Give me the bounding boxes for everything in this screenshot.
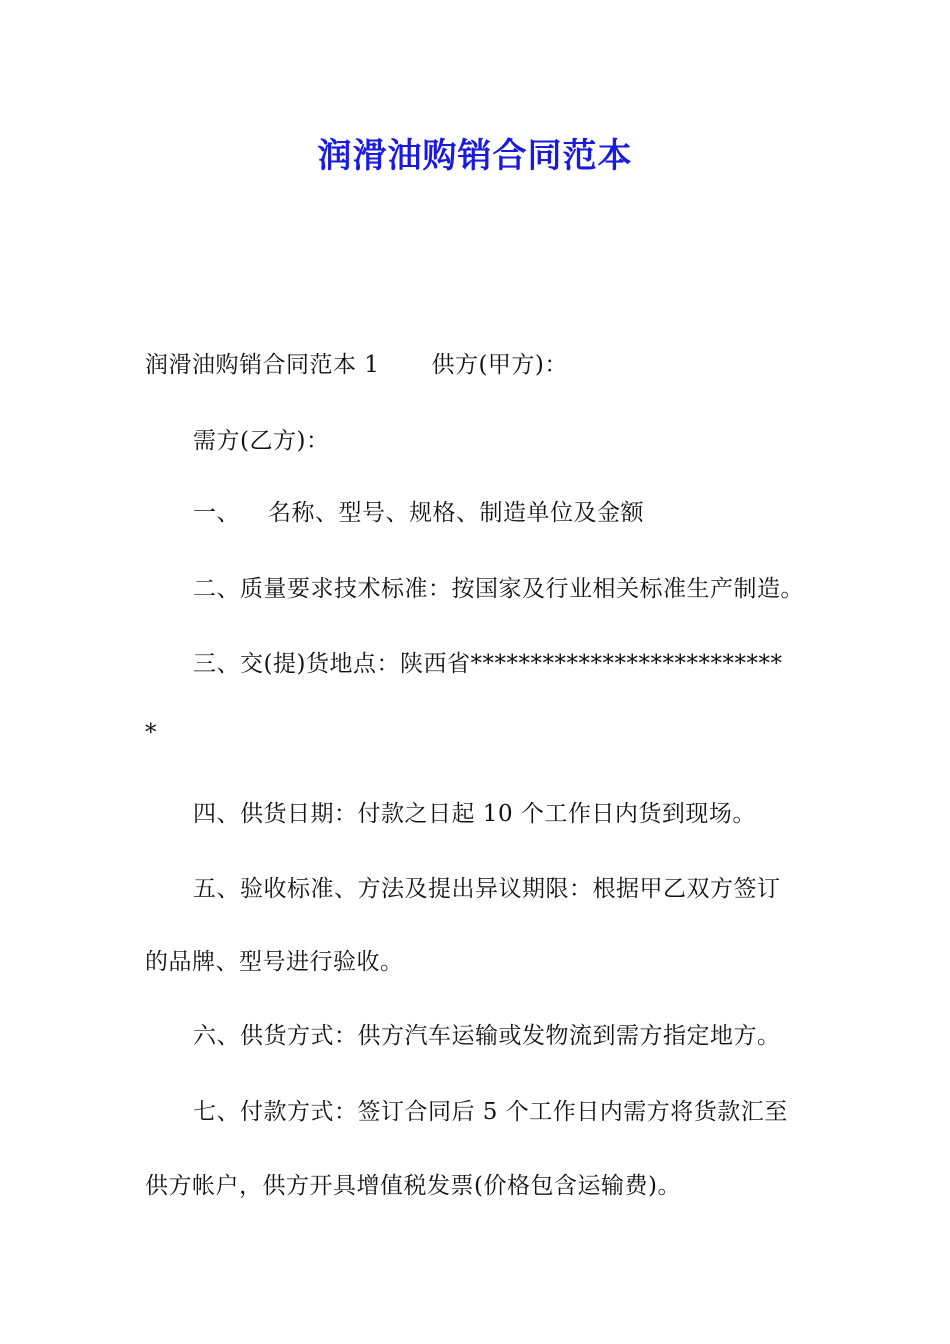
clause-4: 四、供货日期：付款之日起 10 个工作日内货到现场。 <box>193 801 756 827</box>
clause-1-number: 一、 <box>193 500 240 526</box>
clause-3-line-1: 三、交(提)货地点：陕西省************************** <box>193 651 783 677</box>
contract-heading: 润滑油购销合同范本 1 <box>145 352 380 378</box>
supplier-label: 供方(甲方)： <box>431 352 568 378</box>
buyer-label: 需方(乙方)： <box>193 428 330 454</box>
heading-line <box>145 346 568 379</box>
clause-5-line-2: 的品牌、型号进行验收。 <box>145 949 404 975</box>
clause-6: 六、供货方式：供方汽车运输或发物流到需方指定地方。 <box>193 1023 781 1049</box>
clause-3-line-2: * <box>145 720 157 746</box>
clause-2: 二、质量要求技术标准：按国家及行业相关标准生产制造。 <box>193 576 804 602</box>
clause-7-line-1: 七、付款方式：签订合同后 5 个工作日内需方将货款汇至 <box>193 1099 788 1125</box>
clause-5-line-1: 五、验收标准、方法及提出异议期限：根据甲乙双方签订 <box>193 876 781 902</box>
clause-1-text: 名称、型号、规格、制造单位及金额 <box>268 500 644 526</box>
clause-7-line-2: 供方帐户，供方开具增值税发票(价格包含运输费)。 <box>145 1173 681 1199</box>
clause-1 <box>193 494 644 527</box>
document-title: 润滑油购销合同范本 <box>317 136 633 176</box>
